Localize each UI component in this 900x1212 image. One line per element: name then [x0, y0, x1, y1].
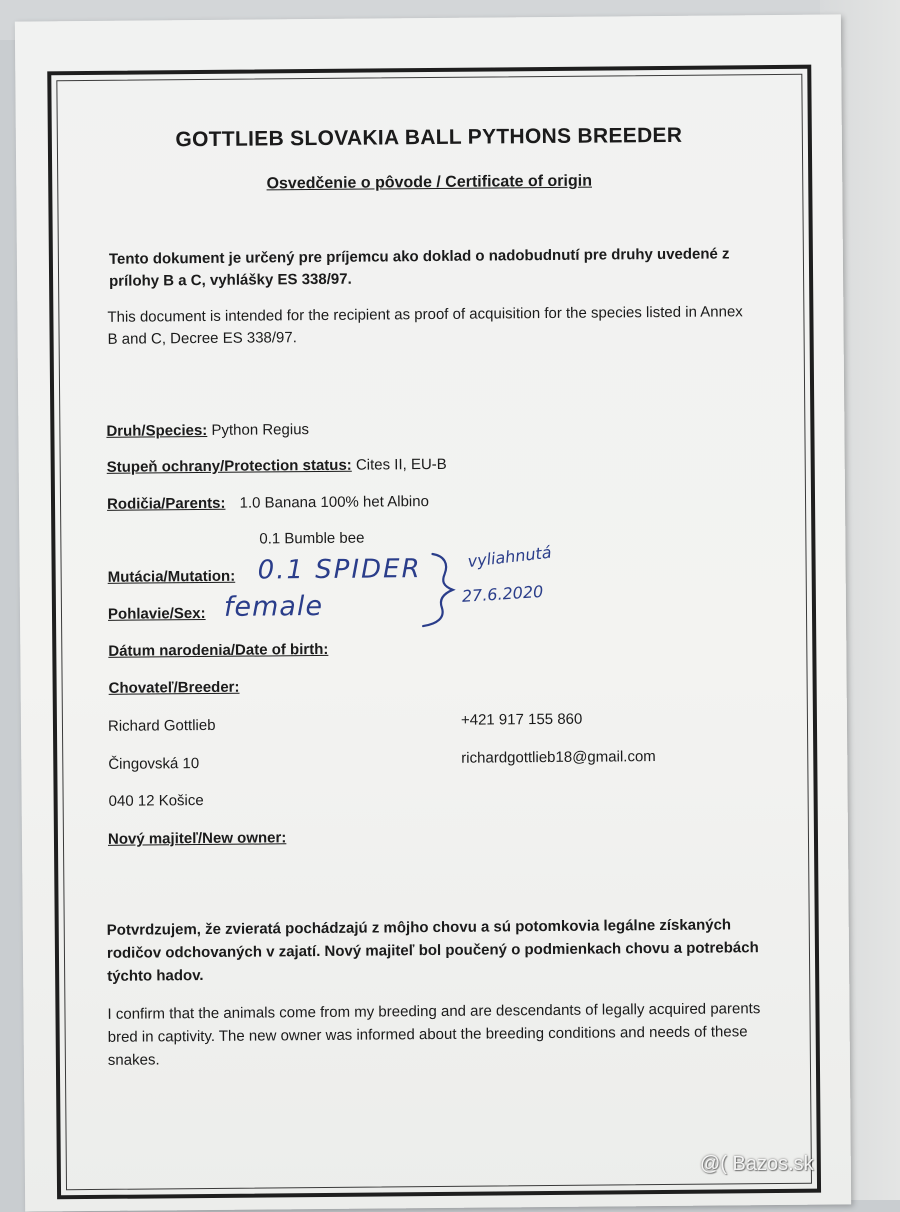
handwritten-date: 27.6.2020 — [461, 581, 544, 606]
field-date-of-birth — [108, 641, 328, 660]
sex-label: Pohlavie/Sex: — [107, 604, 206, 623]
parents-female-value: 0.1 Bumble bee — [259, 529, 365, 548]
dob-label: Dátum narodenia/Date of birth: — [108, 640, 329, 660]
confirmation-slovak: Potvrdzujem, že zvieratá pochádzajú z môjho chovu a sú potomkovia legálne získaných rodičov odchovaných v zajatí. Nový majiteľ bol poučený o podmienkach chovu a potrebách týchto hadov. — [106, 916, 759, 985]
certificate-paper — [15, 14, 851, 1211]
field-new-owner — [108, 829, 286, 848]
breeder-email: richardgottlieb18@gmail.com — [461, 748, 656, 767]
species-label: Druh/Species: — [106, 421, 208, 440]
watermark-logo: @( Bazos.sk — [700, 1153, 814, 1175]
field-sex — [108, 605, 206, 623]
breeder-label: Chovateľ/Breeder: — [108, 678, 240, 697]
handwritten-mutation: 0.1 SPIDER — [257, 554, 422, 586]
breeder-phone: +421 917 155 860 — [460, 710, 583, 729]
new-owner-label: Nový majiteľ/New owner: — [107, 829, 287, 848]
document-subtitle: Osvedčenie o pôvode / Certificate of origin — [266, 172, 593, 193]
parents-label: Rodičia/Parents: — [106, 494, 226, 513]
handwritten-sex: female — [223, 590, 324, 623]
field-breeder — [109, 679, 240, 697]
parents-male-value: 1.0 Banana 100% het Albino — [239, 493, 429, 512]
field-parents — [107, 493, 429, 513]
breeder-name: Richard Gottlieb — [107, 716, 216, 735]
protection-label: Stupeň ochrany/Protection status: — [106, 456, 352, 476]
intro-english: This document is intended for the recipient as proof of acquisition for the species listed in Annex B and C, Decree ES 338/97. — [107, 303, 743, 348]
breeder-city: 040 12 Košice — [108, 792, 204, 810]
confirmation-english: I confirm that the animals come from my breeding and are descendants of legally acquired parents bred in captivity. The new owner was informed about the breeding conditions and needs of these snakes. — [107, 1000, 761, 1069]
document-title: GOTTLIEB SLOVAKIA BALL PYTHONS BREEDER — [175, 123, 683, 152]
protection-value: Cites II, EU-B — [355, 455, 447, 474]
field-mutation — [108, 568, 236, 586]
handwritten-brace-icon — [414, 550, 465, 630]
field-species — [106, 421, 309, 440]
species-value: Python Regius — [211, 421, 310, 439]
intro-slovak: Tento dokument je určený pre príjemcu ako doklad o nadobudnutí pre druhy uvedené z prílohy B a C, vyhlášky ES 338/97. — [108, 245, 730, 290]
field-protection — [107, 456, 447, 476]
breeder-street: Čingovská 10 — [108, 755, 200, 773]
handwritten-note: vyliahnutá — [466, 542, 553, 572]
mutation-label: Mutácia/Mutation: — [107, 567, 236, 586]
